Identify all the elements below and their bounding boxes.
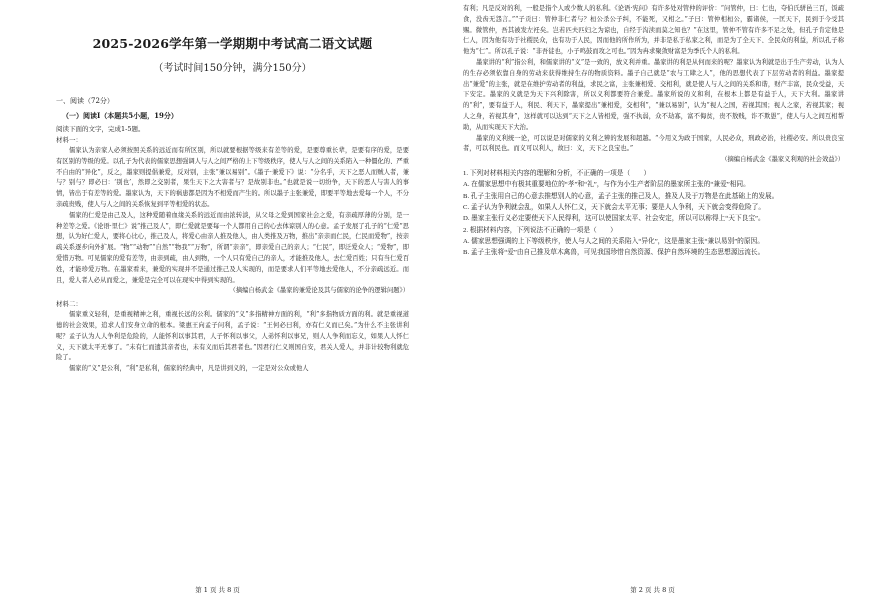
page-footer: 第 1 页 共 8 页 (195, 586, 240, 594)
material-2-source: （摘编自杨武金《墨家义利观的社会效益》） (721, 156, 844, 164)
material-1-label: 材料一： (56, 136, 82, 144)
material-2-paragraph: 墨家讲的“利”指公利，和儒家讲的“义”是一致的，放义利并重。墨家讲的利是从何而来的呢？墨家认为利就是出于生产劳动，认为人的生存必须依靠自身的劳动来获得维持生存的物质资料。墨子自己就是“农与工肆之人”，他的思想代表了下层劳动者的利益。墨家提出“兼爱”的主张，就是在维护劳动者的利益，求民之富，主张兼相爱、交相利，就是使人与人之间的关系和谐，财产丰富，民众受益，天下安定。墨家的义就是为天下兴利除害，所以义利都要符合兼爱。墨家所说的义和利，在根本上都是有益于人，天下大利。墨家讲的“利”，要有益于人，利民、利天下，墨家提出“兼相爱，交相利”，“兼以易别”，认为“视人之国，若视其国；视人之家，若视其家；视人之身，若视其身”，这样就可以达到“天下之人皆相爱，强不执弱，众不劫寡，富不侮贫，贵不敖贱，诈不欺愚”，使人与人之间互相帮助，从而实现天下大治。 (463, 58, 844, 131)
material-2-paragraph: 墨家的义利统一论，可以说是对儒家的义利之辨的发展和超越。“今用义为政于国家，人民必众，刑政必治，社稷必安。所以贵良宝者，可以利民也。而义可以利人，故曰：义，天下之良宝也。” (463, 134, 844, 153)
page-footer: 第 2 页 共 8 页 (630, 586, 675, 594)
exam-title: 2025-2026学年第一学期期中考试高二语文试题 (92, 36, 373, 51)
question-2-option-a: A. 儒家思想强调的上下等级秩序，使人与人之间的关系陷入“异化”，这是墨家主张“兼以易别”的原因。 (463, 237, 764, 245)
page-right (435, 0, 870, 602)
question-2-option-b: B. 孟子主张将“爱”由自己推及草木禽兽，可见我国珍惜自然资源、保护自然环境的生态思想源远流长。 (463, 249, 765, 257)
material-2-paragraph: 有利；凡是反对的利，一般是指个人或少数人的私利。《论语·宪问》有许多处对管仲的评价：“问管仲，曰：仁也，夺伯氏骈邑三百，饭疏食，没齿无怨言。”“子贡曰：管仲非仁者与？桓公杀公子纠，不能死，又相之。”子曰：管仲相桓公，霸诸侯，一匡天下，民到于今受其赐。微管仲，吾其被发左衽矣。岂若匹夫匹妇之为谅也，自经于沟渎而莫之知也？”在这里，管仲不管有许多不足之处，但孔子肯定他是仁人，因为他有功于社稷民众，也有功于人民，因而他的所作所为，并非是私于私家之利，而是为了全天下、全民众的利益，所以孔子称他为“仁”。所以孔子说：“非吾徒也，小子鸣鼓而攻之可也。”因为冉求聚敛财富是为季氏个人的私利。 (463, 5, 844, 56)
question-1-option-c: C. 孟子认为争利就会乱，如果人人怀仁义，天下就会太平无事；要是人人争利，天下就会变得危险了。 (463, 203, 766, 211)
subsection-heading: （一）阅读Ⅰ（本题共5小题，19分） (62, 111, 178, 120)
material-2-paragraph: 儒家的“义”是公利，“利”是私利，儒家的经典中，凡是讲到义的，一定是对公众或他人 (69, 365, 309, 373)
material-2-label: 材料二： (56, 300, 82, 309)
question-1: 1. 下列对材料相关内容的理解和分析，不正确的一项是（ ） (463, 169, 651, 177)
material-1-paragraph: 儒家的仁爱是由己及人，这种爱随着血缘关系的远近而由浓转淡，从父母之爱到国家社会之爱，有亲疏厚薄的分别，是一种差等之爱。《论语·里仁》说“推己及人”，即仁爱就是要每一个人都用自己的心去体谅别人的心意。孟子发展了孔子的“仁爱”思想，认为好仁爱人，要将心比心，推己及人，将爱心由亲人推及他人，由人类推及万物，推出“亲亲而仁民，仁民而爱物”，按亲疏关系逐步向外扩展。“物”“动物”“自然”“物我”“万物”，所谓“亲亲”，即亲爱自己的亲人；“仁民”，即泛爱众人；“爱物”，即爱惜万物。可见儒家的爱有差等，由亲到疏，由人到物，一个人只有爱自己的亲人，才能推及他人，去仁爱百姓；只有当仁爱百姓，才能珍爱万物。在墨家看来，兼爱的实现并不是通过推己及人实现的，而是要求人们平等地去爱他人，不分亲疏远近。而且，爱人者人必从而爱之，兼爱是完全可以在现实中得到实现的。 (56, 211, 409, 284)
section-heading: 一、阅读（72分） (56, 97, 114, 105)
question-1-option-a: A. 在儒家思想中有极其重要地位的“孝”和“礼”，与作为小生产者阶层的墨家所主张的“兼爱”相同。 (463, 181, 750, 189)
material-1-source: （摘编自杨武金《墨家的兼爱论及其与儒家的论争的逻辑问题》） (229, 287, 409, 295)
reading-instruction: 阅读下面的文字，完成1-5题。 (56, 125, 145, 133)
exam-subtitle: （考试时间150分钟，满分150分） (153, 63, 312, 74)
material-1-paragraph: 儒家认为亲家人必须按照关系的远近而有所区别，所以就要根据等级来有差等的爱，是要尊重长辈，是要有序的爱，是要有区别的等级的爱。以孔子为代表的儒家思想强调人与人之间严格的上下等级秩序，使人与人之间的关系陷入一种僵化的、严重不自由的“异化”，反之，墨家则提倡兼爱，反对别，主张“兼以易别”。《墨子·兼爱下》说：“分名乎，天下之恶人而贼人者，兼与？别与？即必曰：‘别也’，然即之交别者，果生天下之大害者与？是故别非也。”也就是说一切纷争，天下的恶人与害人的事情，皆出于有差等的爱。墨家认为，天下的祸患都是因为不相爱而产生的。所以墨子主张兼爱，即要平等地去爱每一个人，不分亲疏贵贱，使人与人之间的关系恢复到平等相爱的状态。 (56, 147, 409, 208)
question-1-option-d: D. 墨家主张行义必定要使天下人民得利，这可以使国家太平、社会安定，所以可以称得上“天下良宝”。 (463, 215, 765, 223)
question-1-option-b: B. 孔子主张用自己的心意去推想别人的心意，孟子主张的推己及人，推及人及于万物是在此基础上的发展。 (463, 192, 779, 200)
material-2-paragraph: 儒家重义轻利，是重视精神之利，重视长远的公利。儒家的“义”多指精神方面的利，“利”多指物质方面的利。就是重视道德的社会效果，追求人们安身立命的根本。梁惠王向孟子问利，孟子说：“王何必曰利，亦有仁义而已矣。”为什么不主张讲利呢？孟子认为人人争利是危险的，人能怀利以事其君，人子怀利以事父，人弟怀利以事兄，则人人争利而忘义，如果人人怀仁义，天下就太平无事了。“未有仁而遗其亲者也，未有义而后其君者也。”因君行仁义则国自安，君关人爱人，并非计较物利就危险了。 (56, 311, 409, 362)
question-2: 2. 根据材料内容，下列说法不正确的一项是（ ） (463, 226, 617, 234)
